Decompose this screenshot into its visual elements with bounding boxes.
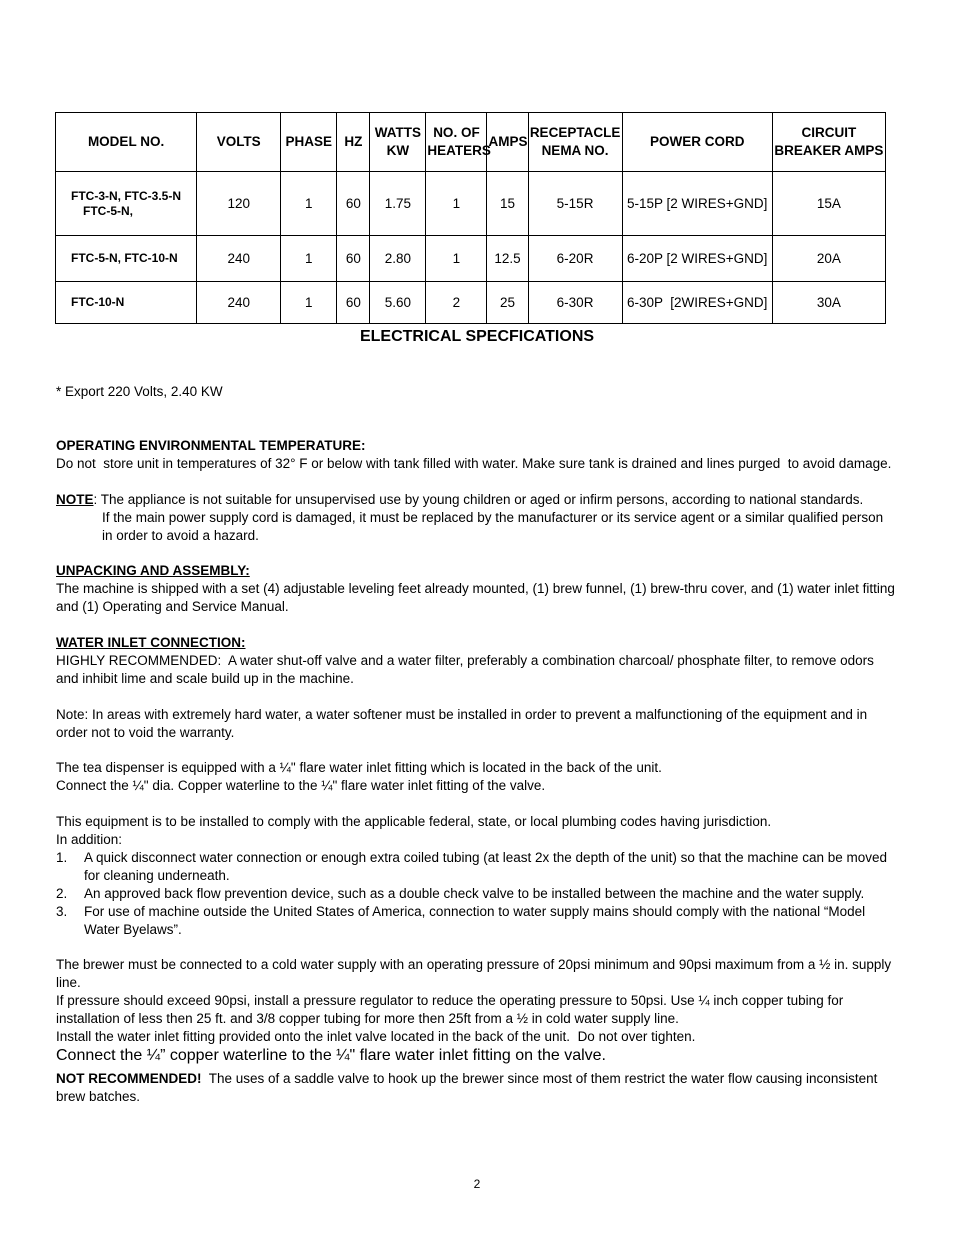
cell-power-cord: 6-20P [2 WIRES+GND] [622, 236, 772, 282]
recommended-text: HIGHLY RECOMMENDED: A water shut-off valve and a water filter, preferably a combination charcoal/ phosphate filter, to remove odors and inhibit lime and scale build up in the machine. [56, 653, 878, 686]
operating-temperature-section [56, 437, 896, 473]
cell-breaker: 20A [772, 236, 885, 282]
cell-hz: 60 [337, 282, 370, 324]
cell-heaters: 2 [426, 282, 487, 324]
unpacking-section [56, 562, 896, 616]
note-line-1 [56, 491, 896, 509]
note-text: : The appliance is not suitable for unsupervised use by young children or aged or infirm persons, according to national standards. [93, 492, 864, 507]
pressure-section [56, 956, 896, 1066]
header-circuit-breaker: CIRCUIT BREAKER AMPS [772, 113, 885, 172]
cell-volts: 240 [197, 236, 281, 282]
header-heaters: NO. OF HEATERS [426, 113, 487, 172]
cell-kw: 1.75 [370, 172, 426, 236]
cell-kw: 5.60 [370, 282, 426, 324]
cell-power-cord: 5-15P [2 WIRES+GND] [622, 172, 772, 236]
note-section [56, 491, 896, 545]
cell-breaker: 15A [772, 172, 885, 236]
cell-heaters: 1 [426, 236, 487, 282]
table-caption: ELECTRICAL SPECFICATIONS [359, 328, 595, 345]
operating-text: Do not store unit in temperatures of 32° F or below with tank filled with water. Make sure tank is drained and lines purged to avoid damage. [56, 456, 892, 471]
header-hz: HZ [337, 113, 370, 172]
table-row [56, 282, 886, 324]
header-receptacle: RECEPTACLE NEMA NO. [528, 113, 622, 172]
fitting-section [56, 759, 896, 795]
header-volts: VOLTS [197, 113, 281, 172]
electrical-spec-table [55, 112, 886, 324]
not-recommended-text: The uses of a saddle valve to hook up the brewer since most of them restrict the water flow causing inconsistent brew batches. [56, 1071, 882, 1104]
page-number: 2 [473, 1177, 481, 1191]
fitting-line-2: Connect the ¼" dia. Copper waterline to the ¼" flare water inlet fitting of the valve. [56, 778, 546, 793]
note-line-2: If the main power supply cord is damaged, it must be replaced by the manufacturer or its service agent or a similar qualified person in order to avoid a hazard. [102, 510, 884, 543]
export-note: * Export 220 Volts, 2.40 KW [56, 384, 223, 399]
table-row [56, 236, 886, 282]
fitting-line-1: The tea dispenser is equipped with a ¼" flare water inlet fitting which is located in the back of the unit. [56, 760, 662, 775]
header-watts: WATTS KW [370, 113, 426, 172]
cell-amps: 12.5 [487, 236, 528, 282]
codes-line-2: In addition: [56, 832, 123, 847]
cell-heaters: 1 [426, 172, 487, 236]
list-item: 2. An approved back flow prevention device, such as a double check valve to be installed between the machine and the water supply. [56, 886, 865, 901]
hard-water-note: Note: In areas with extremely hard water, a water softener must be installed in order to prevent a malfunctioning of the equipment and in order not to void the warranty. [56, 707, 868, 740]
cell-model: FTC-5-N, FTC-10-N [56, 236, 197, 282]
cell-phase: 1 [281, 282, 337, 324]
header-phase: PHASE [281, 113, 337, 172]
water-inlet-heading: WATER INLET CONNECTION: [56, 635, 246, 650]
unpacking-text: The machine is shipped with a set (4) adjustable leveling feet already mounted, (1) brew funnel, (1) brew-thru cover, and (1) water inlet fitting and (1) Operating and Service Manual. [56, 581, 895, 614]
requirements-list [56, 849, 896, 939]
cell-model: FTC-10-N [56, 282, 197, 324]
cell-hz: 60 [337, 236, 370, 282]
list-item: 1. A quick disconnect water connection or enough extra coiled tubing (at least 2x the depth of the unit) so that the machine can be moved for cleaning underneath. [56, 850, 887, 883]
cell-volts: 240 [197, 282, 281, 324]
cell-amps: 15 [487, 172, 528, 236]
cell-volts: 120 [197, 172, 281, 236]
operating-heading: OPERATING ENVIRONMENTAL TEMPERATURE: [56, 438, 366, 453]
not-recommended-section [56, 1070, 896, 1106]
cell-model: FTC-3-N, FTC-3.5-N FTC-5-N, [56, 172, 197, 236]
not-recommended-label: NOT RECOMMENDED! [56, 1071, 202, 1086]
cell-hz: 60 [337, 172, 370, 236]
cell-phase: 1 [281, 172, 337, 236]
header-power-cord: POWER CORD [622, 113, 772, 172]
pressure-line-1: The brewer must be connected to a cold water supply with an operating pressure of 20psi minimum and 90psi maximum from a ½ in. supply line. [56, 957, 892, 990]
cell-receptacle: 6-30R [528, 282, 622, 324]
codes-section [56, 813, 896, 939]
pressure-line-3: Install the water inlet fitting provided onto the inlet valve located in the back of the unit. Do not over tighten. [56, 1029, 696, 1044]
table-header-row [56, 113, 886, 172]
header-amps: AMPS [487, 113, 528, 172]
note-label: NOTE [56, 492, 94, 507]
pressure-line-2: If pressure should exceed 90psi, install a pressure regulator to reduce the operating pressure to 50psi. Use ¼ inch copper tubing for installation of less then 25 ft. and 3/8 copper tubing for more then 25ft from a ½ in cold water supply line. [56, 993, 844, 1026]
cell-receptacle: 5-15R [528, 172, 622, 236]
table-row [56, 172, 886, 236]
list-item: 3. For use of machine outside the United States of America, connection to water supply mains should comply with the national “Model Water Byelaws”. [56, 904, 866, 937]
cell-power-cord: 6-30P [2WIRES+GND] [622, 282, 772, 324]
water-inlet-section [56, 634, 896, 688]
connect-instruction: Connect the ¼” copper waterline to the ¼" flare water inlet fitting on the valve. [56, 1047, 606, 1064]
cell-amps: 25 [487, 282, 528, 324]
unpacking-heading: UNPACKING AND ASSEMBLY: [56, 563, 250, 578]
cell-breaker: 30A [772, 282, 885, 324]
header-model: MODEL NO. [56, 113, 197, 172]
cell-phase: 1 [281, 236, 337, 282]
cell-kw: 2.80 [370, 236, 426, 282]
cell-receptacle: 6-20R [528, 236, 622, 282]
codes-line-1: This equipment is to be installed to comply with the applicable federal, state, or local plumbing codes having jurisdiction. [56, 814, 772, 829]
